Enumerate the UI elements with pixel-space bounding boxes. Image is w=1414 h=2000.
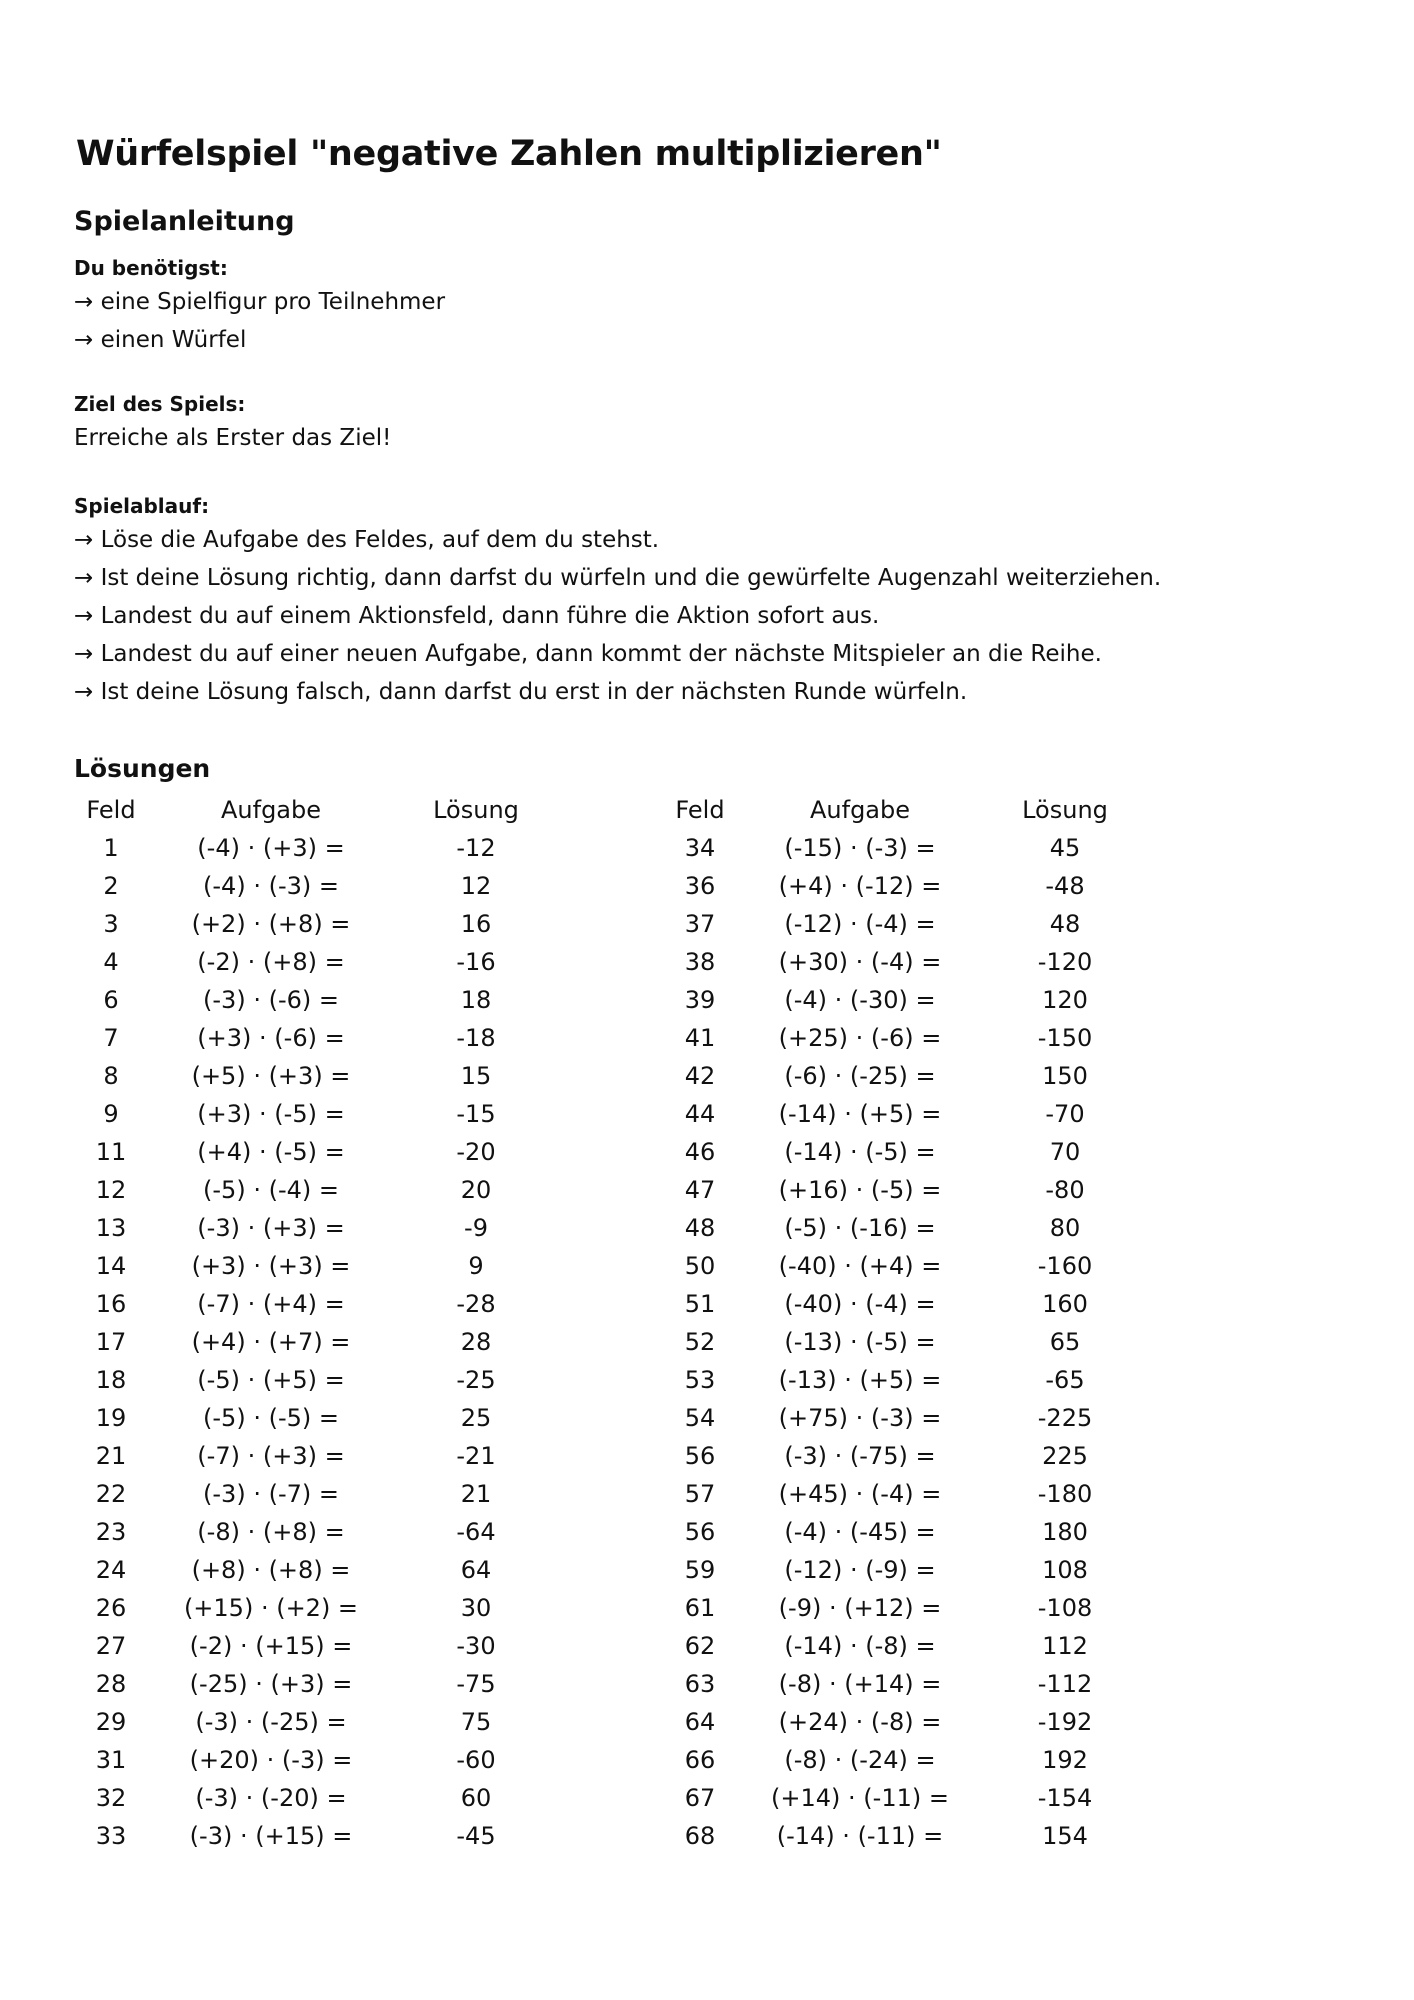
column-header-feld: Feld: [675, 796, 725, 824]
cell-loesung: -180: [1037, 1480, 1093, 1508]
cell-feld: 66: [684, 1746, 716, 1774]
cell-aufgabe: (-5) · (-5) =: [203, 1404, 339, 1432]
cell-feld: 56: [684, 1442, 716, 1470]
cell-aufgabe: (-3) · (-6) =: [203, 986, 339, 1014]
cell-aufgabe: (-40) · (+4) =: [778, 1252, 942, 1280]
cell-aufgabe: (+20) · (-3) =: [189, 1746, 353, 1774]
table-row: [76, 1171, 556, 1209]
cell-feld: 13: [95, 1214, 127, 1242]
cell-aufgabe: (-4) · (-30) =: [784, 986, 936, 1014]
table-row: [76, 1361, 556, 1399]
goal-text: Erreiche als Erster das Ziel!: [74, 425, 392, 451]
table-row: [665, 1437, 1145, 1475]
cell-loesung: -112: [1037, 1670, 1093, 1698]
cell-aufgabe: (-14) · (-11) =: [776, 1822, 944, 1850]
cell-feld: 29: [95, 1708, 127, 1736]
flow-item: → Ist deine Lösung richtig, dann darfst du würfeln und die gewürfelte Augenzahl weiterziehen.: [74, 565, 1162, 591]
cell-aufgabe: (-3) · (-7) =: [203, 1480, 339, 1508]
cell-loesung: 180: [1042, 1518, 1088, 1546]
cell-loesung: 21: [460, 1480, 492, 1508]
column-header-loesung: Lösung: [433, 796, 519, 824]
cell-aufgabe: (+4) · (+7) =: [191, 1328, 351, 1356]
table-row: [76, 1057, 556, 1095]
cell-aufgabe: (-3) · (-25) =: [195, 1708, 347, 1736]
column-header-aufgabe: Aufgabe: [809, 796, 911, 824]
cell-loesung: 48: [1049, 910, 1081, 938]
cell-aufgabe: (-3) · (+15) =: [189, 1822, 353, 1850]
flow-label: Spielablauf:: [74, 494, 210, 518]
table-row: [665, 1247, 1145, 1285]
cell-loesung: 64: [460, 1556, 492, 1584]
table-row: [665, 1817, 1145, 1855]
cell-feld: 50: [684, 1252, 716, 1280]
cell-loesung: -28: [456, 1290, 496, 1318]
table-row: [76, 829, 556, 867]
cell-feld: 19: [95, 1404, 127, 1432]
cell-loesung: 15: [460, 1062, 492, 1090]
table-row: [665, 1475, 1145, 1513]
cell-feld: 41: [684, 1024, 716, 1052]
cell-loesung: -30: [456, 1632, 496, 1660]
table-row: [665, 981, 1145, 1019]
flow-item: → Ist deine Lösung falsch, dann darfst du erst in der nächsten Runde würfeln.: [74, 679, 968, 705]
cell-loesung: 45: [1049, 834, 1081, 862]
cell-aufgabe: (-8) · (+8) =: [197, 1518, 345, 1546]
cell-loesung: 120: [1042, 986, 1088, 1014]
cell-aufgabe: (-7) · (+3) =: [197, 1442, 345, 1470]
page-title: Würfelspiel "negative Zahlen multiplizieren": [76, 134, 942, 174]
cell-loesung: 150: [1042, 1062, 1088, 1090]
cell-feld: 42: [684, 1062, 716, 1090]
goal-section: [74, 389, 391, 457]
cell-loesung: -16: [456, 948, 496, 976]
cell-feld: 51: [684, 1290, 716, 1318]
cell-feld: 31: [95, 1746, 127, 1774]
cell-feld: 18: [95, 1366, 127, 1394]
cell-aufgabe: (+3) · (-6) =: [197, 1024, 345, 1052]
table-header-row: [76, 791, 556, 829]
cell-loesung: 20: [460, 1176, 492, 1204]
cell-loesung: -75: [456, 1670, 496, 1698]
cell-aufgabe: (-9) · (+12) =: [778, 1594, 942, 1622]
cell-aufgabe: (+14) · (-11) =: [771, 1784, 949, 1812]
cell-aufgabe: (-40) · (-4) =: [784, 1290, 936, 1318]
cell-aufgabe: (-7) · (+4) =: [197, 1290, 345, 1318]
cell-loesung: -65: [1045, 1366, 1085, 1394]
cell-aufgabe: (-14) · (-5) =: [784, 1138, 936, 1166]
cell-aufgabe: (-14) · (+5) =: [778, 1100, 942, 1128]
table-row: [76, 1779, 556, 1817]
cell-aufgabe: (+45) · (-4) =: [778, 1480, 942, 1508]
cell-aufgabe: (+16) · (-5) =: [778, 1176, 942, 1204]
table-row: [665, 867, 1145, 905]
table-row: [76, 1513, 556, 1551]
cell-feld: 34: [684, 834, 716, 862]
cell-loesung: -21: [456, 1442, 496, 1470]
cell-feld: 54: [684, 1404, 716, 1432]
needs-item: → einen Würfel: [74, 327, 247, 353]
cell-loesung: -9: [464, 1214, 488, 1242]
table-row: [665, 1627, 1145, 1665]
cell-aufgabe: (-12) · (-4) =: [784, 910, 936, 938]
cell-feld: 22: [95, 1480, 127, 1508]
flow-section: [74, 491, 1161, 711]
cell-loesung: 25: [460, 1404, 492, 1432]
flow-item: → Löse die Aufgabe des Feldes, auf dem du stehst.: [74, 527, 660, 553]
table-row: [76, 905, 556, 943]
cell-feld: 62: [684, 1632, 716, 1660]
cell-aufgabe: (+15) · (+2) =: [183, 1594, 359, 1622]
table-row: [665, 829, 1145, 867]
cell-loesung: 18: [460, 986, 492, 1014]
table-header-row: [665, 791, 1145, 829]
cell-loesung: -45: [456, 1822, 496, 1850]
cell-loesung: 12: [460, 872, 492, 900]
table-row: [76, 943, 556, 981]
cell-feld: 7: [103, 1024, 119, 1052]
cell-aufgabe: (-2) · (+15) =: [189, 1632, 353, 1660]
cell-feld: 52: [684, 1328, 716, 1356]
table-row: [665, 1323, 1145, 1361]
cell-aufgabe: (-13) · (+5) =: [778, 1366, 942, 1394]
cell-feld: 16: [95, 1290, 127, 1318]
cell-loesung: -20: [456, 1138, 496, 1166]
cell-feld: 59: [684, 1556, 716, 1584]
cell-loesung: 154: [1042, 1822, 1088, 1850]
cell-feld: 26: [95, 1594, 127, 1622]
cell-feld: 32: [95, 1784, 127, 1812]
solutions-table-right: [665, 791, 1145, 1855]
cell-loesung: -48: [1045, 872, 1085, 900]
cell-loesung: -15: [456, 1100, 496, 1128]
cell-feld: 44: [684, 1100, 716, 1128]
cell-aufgabe: (-5) · (-16) =: [784, 1214, 936, 1242]
cell-aufgabe: (-15) · (-3) =: [784, 834, 936, 862]
cell-loesung: -150: [1037, 1024, 1093, 1052]
cell-loesung: 160: [1042, 1290, 1088, 1318]
cell-loesung: 192: [1042, 1746, 1088, 1774]
cell-loesung: 30: [460, 1594, 492, 1622]
cell-aufgabe: (-2) · (+8) =: [197, 948, 345, 976]
cell-loesung: 60: [460, 1784, 492, 1812]
cell-loesung: 9: [468, 1252, 484, 1280]
cell-aufgabe: (-3) · (-20) =: [195, 1784, 347, 1812]
table-row: [665, 1665, 1145, 1703]
cell-feld: 38: [684, 948, 716, 976]
cell-feld: 4: [103, 948, 119, 976]
table-row: [76, 1437, 556, 1475]
cell-feld: 28: [95, 1670, 127, 1698]
cell-aufgabe: (-8) · (+14) =: [778, 1670, 942, 1698]
cell-aufgabe: (-5) · (-4) =: [203, 1176, 339, 1204]
cell-feld: 9: [103, 1100, 119, 1128]
table-row: [76, 1399, 556, 1437]
table-row: [665, 1209, 1145, 1247]
cell-aufgabe: (-25) · (+3) =: [189, 1670, 353, 1698]
cell-feld: 2: [103, 872, 119, 900]
cell-aufgabe: (+2) · (+8) =: [191, 910, 351, 938]
table-row: [76, 1551, 556, 1589]
needs-label: Du benötigst:: [74, 256, 228, 280]
table-row: [665, 1285, 1145, 1323]
goal-label: Ziel des Spiels:: [74, 392, 246, 416]
cell-feld: 8: [103, 1062, 119, 1090]
cell-aufgabe: (+5) · (+3) =: [191, 1062, 351, 1090]
solutions-heading: Lösungen: [74, 754, 211, 783]
cell-feld: 14: [95, 1252, 127, 1280]
cell-aufgabe: (+75) · (-3) =: [778, 1404, 942, 1432]
cell-aufgabe: (+3) · (+3) =: [191, 1252, 351, 1280]
cell-feld: 68: [684, 1822, 716, 1850]
cell-loesung: -70: [1045, 1100, 1085, 1128]
cell-loesung: 80: [1049, 1214, 1081, 1242]
cell-aufgabe: (-12) · (-9) =: [784, 1556, 936, 1584]
table-row: [665, 1513, 1145, 1551]
table-row: [665, 1171, 1145, 1209]
flow-item: → Landest du auf einer neuen Aufgabe, dann kommt der nächste Mitspieler an die Reihe.: [74, 641, 1102, 667]
cell-loesung: -60: [456, 1746, 496, 1774]
cell-loesung: 225: [1042, 1442, 1088, 1470]
cell-loesung: -160: [1037, 1252, 1093, 1280]
table-row: [665, 1361, 1145, 1399]
cell-feld: 33: [95, 1822, 127, 1850]
cell-aufgabe: (-3) · (+3) =: [197, 1214, 345, 1242]
cell-loesung: 16: [460, 910, 492, 938]
cell-loesung: 75: [460, 1708, 492, 1736]
cell-loesung: -12: [456, 834, 496, 862]
needs-item: → eine Spielfigur pro Teilnehmer: [74, 289, 446, 315]
column-header-loesung: Lösung: [1022, 796, 1108, 824]
cell-loesung: -80: [1045, 1176, 1085, 1204]
cell-aufgabe: (+30) · (-4) =: [778, 948, 942, 976]
cell-feld: 64: [684, 1708, 716, 1736]
table-row: [76, 1323, 556, 1361]
cell-feld: 48: [684, 1214, 716, 1242]
cell-loesung: 70: [1049, 1138, 1081, 1166]
cell-feld: 3: [103, 910, 119, 938]
table-row: [665, 1779, 1145, 1817]
cell-aufgabe: (+4) · (-5) =: [197, 1138, 345, 1166]
cell-aufgabe: (+8) · (+8) =: [191, 1556, 351, 1584]
cell-aufgabe: (-4) · (-3) =: [203, 872, 339, 900]
cell-aufgabe: (+24) · (-8) =: [778, 1708, 942, 1736]
cell-aufgabe: (+4) · (-12) =: [778, 872, 942, 900]
table-row: [76, 1019, 556, 1057]
cell-aufgabe: (-6) · (-25) =: [784, 1062, 936, 1090]
cell-loesung: -154: [1037, 1784, 1093, 1812]
cell-feld: 17: [95, 1328, 127, 1356]
cell-feld: 56: [684, 1518, 716, 1546]
cell-feld: 47: [684, 1176, 716, 1204]
cell-feld: 57: [684, 1480, 716, 1508]
table-row: [665, 943, 1145, 981]
table-row: [76, 1665, 556, 1703]
cell-feld: 39: [684, 986, 716, 1014]
table-row: [665, 1551, 1145, 1589]
cell-loesung: -108: [1037, 1594, 1093, 1622]
column-header-feld: Feld: [86, 796, 136, 824]
table-row: [665, 1019, 1145, 1057]
table-row: [76, 1247, 556, 1285]
cell-loesung: -225: [1037, 1404, 1093, 1432]
cell-loesung: -192: [1037, 1708, 1093, 1736]
cell-feld: 21: [95, 1442, 127, 1470]
table-row: [665, 1057, 1145, 1095]
cell-loesung: -25: [456, 1366, 496, 1394]
table-row: [665, 1589, 1145, 1627]
cell-feld: 37: [684, 910, 716, 938]
needs-section: [74, 253, 445, 359]
column-header-aufgabe: Aufgabe: [220, 796, 322, 824]
cell-feld: 12: [95, 1176, 127, 1204]
solutions-table-left: [76, 791, 556, 1855]
table-row: [76, 1133, 556, 1171]
table-row: [665, 905, 1145, 943]
flow-item: → Landest du auf einem Aktionsfeld, dann führe die Aktion sofort aus.: [74, 603, 880, 629]
cell-loesung: 108: [1042, 1556, 1088, 1584]
table-row: [76, 1285, 556, 1323]
cell-loesung: 28: [460, 1328, 492, 1356]
cell-loesung: 112: [1042, 1632, 1088, 1660]
cell-feld: 27: [95, 1632, 127, 1660]
cell-aufgabe: (-4) · (+3) =: [197, 834, 345, 862]
table-row: [76, 1209, 556, 1247]
cell-aufgabe: (+3) · (-5) =: [197, 1100, 345, 1128]
table-row: [76, 1627, 556, 1665]
table-row: [665, 1095, 1145, 1133]
cell-feld: 36: [684, 872, 716, 900]
cell-aufgabe: (-4) · (-45) =: [784, 1518, 936, 1546]
cell-aufgabe: (-14) · (-8) =: [784, 1632, 936, 1660]
table-row: [76, 1741, 556, 1779]
cell-feld: 53: [684, 1366, 716, 1394]
cell-feld: 23: [95, 1518, 127, 1546]
cell-feld: 46: [684, 1138, 716, 1166]
cell-feld: 6: [103, 986, 119, 1014]
table-row: [665, 1703, 1145, 1741]
cell-feld: 11: [95, 1138, 127, 1166]
table-row: [76, 1703, 556, 1741]
cell-loesung: -120: [1037, 948, 1093, 976]
table-row: [665, 1399, 1145, 1437]
table-row: [76, 1095, 556, 1133]
table-row: [76, 1589, 556, 1627]
cell-aufgabe: (-3) · (-75) =: [784, 1442, 936, 1470]
table-row: [76, 867, 556, 905]
cell-feld: 67: [684, 1784, 716, 1812]
table-row: [665, 1741, 1145, 1779]
cell-feld: 24: [95, 1556, 127, 1584]
table-row: [76, 1475, 556, 1513]
cell-loesung: -18: [456, 1024, 496, 1052]
cell-aufgabe: (-8) · (-24) =: [784, 1746, 936, 1774]
table-row: [665, 1133, 1145, 1171]
cell-aufgabe: (-5) · (+5) =: [197, 1366, 345, 1394]
cell-feld: 61: [684, 1594, 716, 1622]
cell-loesung: 65: [1049, 1328, 1081, 1356]
cell-aufgabe: (+25) · (-6) =: [778, 1024, 942, 1052]
cell-feld: 63: [684, 1670, 716, 1698]
instructions-heading: Spielanleitung: [74, 206, 295, 237]
cell-feld: 1: [103, 834, 119, 862]
table-row: [76, 981, 556, 1019]
table-row: [76, 1817, 556, 1855]
cell-loesung: -64: [456, 1518, 496, 1546]
cell-aufgabe: (-13) · (-5) =: [784, 1328, 936, 1356]
